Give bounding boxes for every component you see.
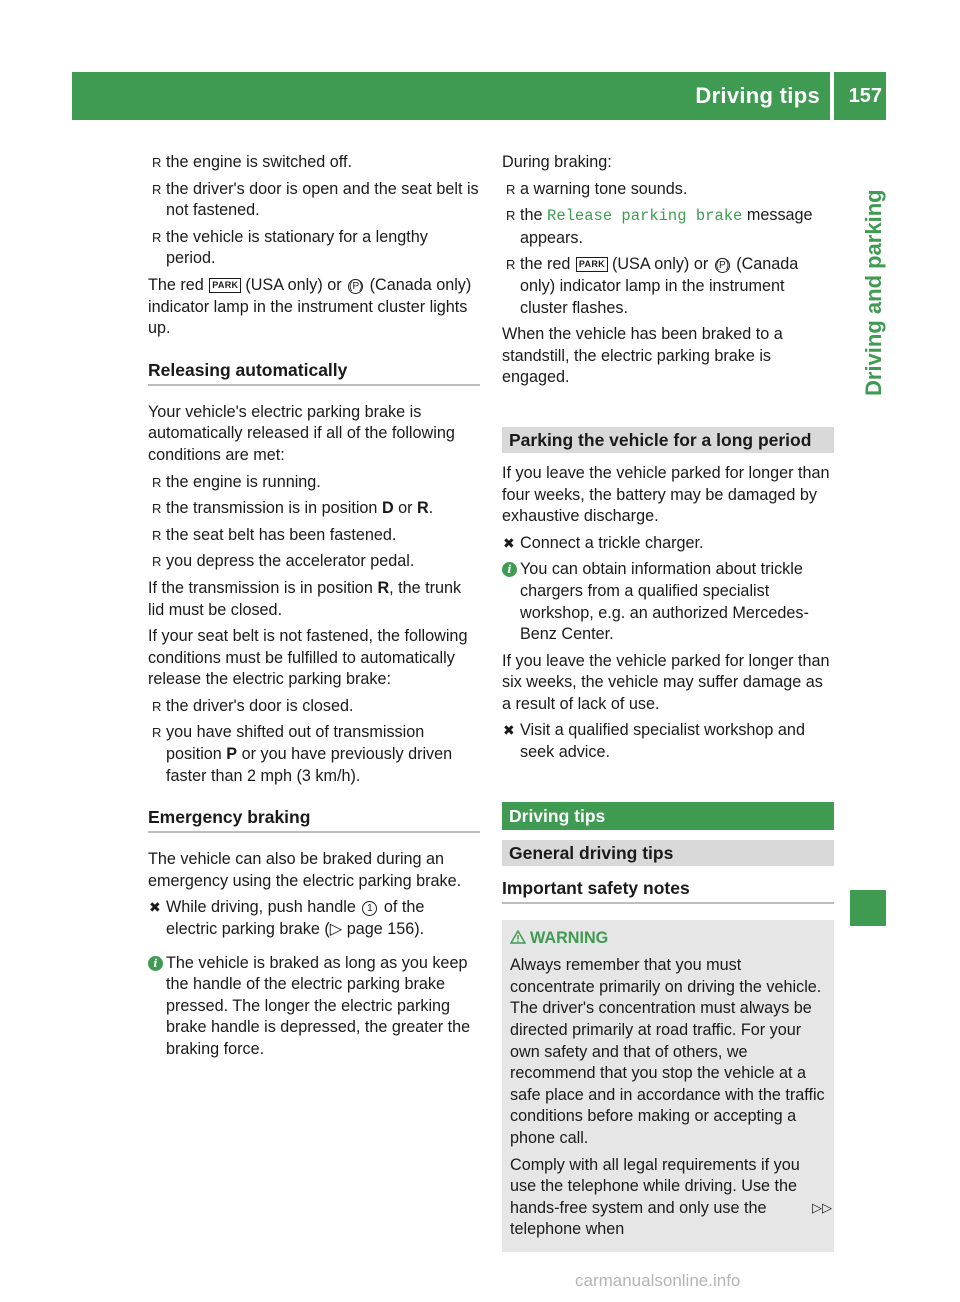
text: .: [428, 499, 434, 518]
display-message: Release parking brake: [547, 207, 743, 226]
warning-paragraph: Always remember that you must concentrate primarily on driving the vehicle. The driver's concentration must always be directed primarily at road traffic. For your own safety and that of others, we recommend that you stop the vehicle at a safe place and in accordance with the traffic conditions before making or accepting a phone call.: [510, 956, 825, 1147]
side-tab-label: Driving and parking: [861, 189, 886, 396]
text: Connect a trickle charger.: [520, 533, 704, 552]
continue-arrows-icon: ▷▷: [812, 1200, 832, 1215]
text: message appears.: [520, 206, 813, 247]
instruction-step: [502, 533, 834, 555]
text: (USA only) or: [245, 275, 342, 294]
info-note: [148, 953, 480, 1061]
list-item: R a warning tone sounds.: [502, 179, 834, 201]
gear-d: D: [381, 499, 394, 518]
list-item: [502, 254, 834, 319]
warning-paragraph: Comply with all legal requirements if you use the telephone while driving. Use the hands-free system and only use the telephone when: [510, 1155, 800, 1239]
park-icon: PARK: [209, 278, 241, 293]
instruction-step: [502, 720, 834, 763]
section-heading-long-period: Parking the vehicle for a long period: [502, 427, 834, 453]
section-heading-general: General driving tips: [502, 840, 834, 866]
handle-number-icon: 1: [362, 901, 377, 916]
paragraph: If you leave the vehicle parked for longer than four weeks, the battery may be damaged by exhaustive discharge.: [502, 463, 830, 526]
text: If the transmission is in position: [148, 578, 373, 597]
park-icon: PARK: [576, 257, 608, 272]
list-item: R the seat belt has been fastened.: [148, 525, 480, 547]
paragraph: During braking:: [502, 153, 612, 171]
section-heading-emergency: Emergency braking: [148, 805, 480, 833]
text: of the electric parking brake (: [166, 898, 425, 939]
text: or you have previously driven faster than 2 mph (3 km/h).: [166, 745, 453, 785]
parking-brake-icon: (P): [349, 280, 363, 292]
text: (Canada only) indicator lamp in the instrument cluster lights up.: [148, 275, 472, 338]
text: , the trunk lid must be closed.: [148, 578, 462, 619]
section-heading-driving-tips: Driving tips: [502, 802, 834, 830]
paragraph: [148, 578, 480, 621]
paragraph: If your seat belt is not fastened, the following conditions must be fulfilled to automatically release the electric parking brake:: [148, 627, 468, 689]
text: you have shifted out of transmission position: [166, 723, 425, 764]
info-text: The vehicle is braked as long as you keep the handle of the electric parking brake pressed. The longer the electric parking brake handle is depressed, the greater the braking force.: [166, 953, 471, 1058]
instruction-step: [148, 897, 480, 940]
text: the: [520, 206, 543, 225]
step-arrow-icon: ✖: [503, 534, 515, 551]
left-column: [148, 152, 480, 1066]
text: (USA only) or: [611, 255, 709, 274]
paragraph: If you leave the vehicle parked for longer than six weeks, the vehicle may suffer damage as a result of lack of use.: [502, 651, 830, 713]
warning-triangle-icon: [510, 930, 526, 944]
header-title: Driving tips: [695, 83, 820, 108]
gear-r: R: [417, 499, 429, 518]
right-column: [502, 152, 834, 1252]
list-item: R the engine is running.: [148, 472, 480, 494]
text: the transmission is in position: [166, 499, 378, 518]
section-heading-safety: Important safety notes: [502, 876, 834, 904]
page-reference[interactable]: page 156).: [346, 920, 425, 939]
info-note: [502, 559, 834, 645]
page-header: [72, 72, 886, 120]
list-item: R the engine is switched off.: [148, 152, 480, 174]
list-item: [148, 498, 480, 520]
text: While driving, push handle: [166, 898, 356, 917]
step-arrow-icon: ✖: [503, 722, 515, 739]
paragraph: When the vehicle has been braked to a standstill, the electric parking brake is engaged.: [502, 325, 783, 387]
side-marker-block: [850, 890, 886, 926]
text: The red: [148, 275, 204, 294]
warning-title: [510, 928, 826, 950]
info-icon: i: [148, 956, 163, 971]
lamp-paragraph: [148, 275, 480, 340]
list-item: R the vehicle is stationary for a lengthy period.: [148, 227, 480, 270]
warning-box: [502, 920, 834, 1252]
paragraph: Your vehicle's electric parking brake is automatically released if all of the following conditions are met:: [148, 402, 455, 464]
header-divider: [830, 72, 834, 120]
parking-brake-icon: (P): [715, 260, 730, 272]
gear-p: P: [226, 745, 238, 764]
page-ref-arrow-icon: ▷: [329, 920, 343, 939]
text: (Canada only) indicator lamp in the instrument cluster flashes.: [520, 255, 799, 317]
list-item: R the driver's door is closed.: [148, 696, 480, 718]
text: Visit a qualified specialist workshop and seek advice.: [520, 721, 805, 762]
info-icon: i: [502, 562, 517, 577]
step-arrow-icon: ✖: [149, 899, 161, 916]
text: WARNING: [530, 928, 609, 947]
list-item: R the driver's door is open and the seat belt is not fastened.: [148, 179, 480, 222]
list-item: R you depress the accelerator pedal.: [148, 551, 480, 573]
section-heading-releasing: Releasing automatically: [148, 358, 480, 386]
gear-r: R: [377, 578, 390, 597]
text: or: [398, 499, 413, 518]
list-item: [148, 722, 480, 787]
text: the red: [520, 255, 571, 274]
page-number: 157: [848, 85, 882, 107]
paragraph: The vehicle can also be braked during an emergency using the electric parking brake.: [148, 850, 462, 890]
list-item: [502, 205, 834, 249]
watermark: carmanualsonline.info: [575, 1271, 741, 1290]
info-text: You can obtain information about trickle chargers from a qualified specialist workshop, e.g. an authorized Mercedes-Benz Center.: [520, 560, 809, 644]
